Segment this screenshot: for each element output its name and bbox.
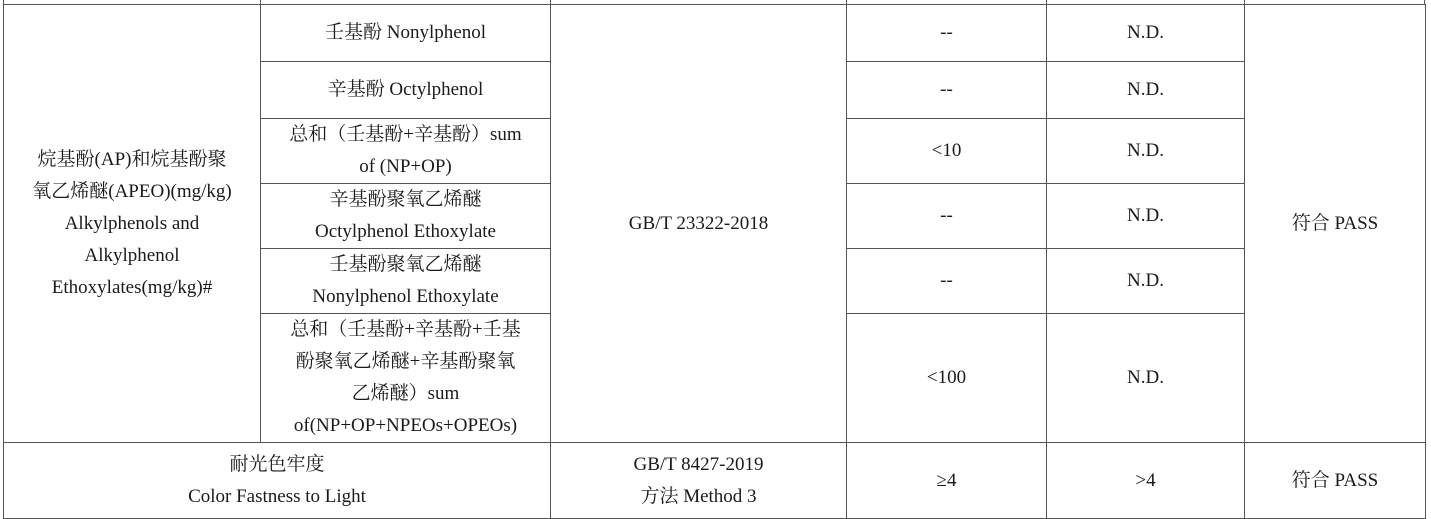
limit-cell [847,119,1047,184]
limit-cell [847,184,1047,249]
apeo-category-cell [4,5,261,443]
table-row [4,443,1426,519]
limit-value: <100 [926,367,967,388]
test-method-label: GB/T 8427-2019 方法 Method 3 [633,453,764,507]
test-item-label: 耐光色牢度 Color Fastness to Light [188,453,366,507]
test-method-label: GB/T 23322-2018 [628,212,769,234]
limit-cell [847,249,1047,314]
limit-value: ≥4 [936,469,957,491]
result-cell [1047,249,1245,314]
apeo-category-label: 烷基酚(AP)和烷基酚聚 氧乙烯醚(APEO)(mg/kg) Alkylphenols and Alkylphenol Ethoxylates(mg/kg)# [32,148,232,298]
limit-value: <10 [931,140,962,161]
limit-cell [847,314,1047,443]
test-item-label: 壬基酚聚氧乙烯醚 Nonylphenol Ethoxylate [312,254,499,307]
result-value: >4 [1135,469,1156,491]
result-cell [1047,184,1245,249]
light-fastness-conclusion-cell [1245,443,1426,519]
result-cell [1047,443,1245,519]
test-item-cell [261,119,551,184]
conclusion-label: 符合 PASS [1291,469,1379,491]
test-item-label: 总和（壬基酚+辛基酚）sum of (NP+OP) [289,124,522,177]
limit-value: -- [940,270,953,291]
result-cell [1047,314,1245,443]
table-row [4,5,1426,62]
limit-value: -- [940,205,953,226]
result-value: N.D. [1127,367,1164,388]
test-item-cell [261,314,551,443]
test-item-label: 壬基酚 Nonylphenol [325,22,486,43]
result-value: N.D. [1127,140,1164,161]
result-value: N.D. [1127,270,1164,291]
apeo-conclusion-cell [1245,5,1426,443]
apeo-method-cell [551,5,847,443]
limit-cell [847,443,1047,519]
light-fastness-item-cell [4,443,551,519]
limit-cell [847,5,1047,62]
test-item-cell [261,62,551,119]
test-results-table [3,4,1426,519]
test-item-label: 辛基酚 Octylphenol [327,79,484,100]
result-value: N.D. [1127,205,1164,226]
result-cell [1047,5,1245,62]
light-fastness-method-cell [551,443,847,519]
result-value: N.D. [1127,22,1164,43]
result-cell [1047,119,1245,184]
limit-value: -- [940,79,953,100]
limit-cell [847,62,1047,119]
limit-value: -- [940,22,953,43]
result-cell [1047,62,1245,119]
test-item-cell [261,5,551,62]
test-item-cell [261,184,551,249]
test-item-label: 总和（壬基酚+辛基酚+壬基 酚聚氧乙烯醚+辛基酚聚氧 乙烯醚）sum of(NP+OP+NPEOs+OPEOs) [290,319,521,436]
test-item-label: 辛基酚聚氧乙烯醚 Octylphenol Ethoxylate [315,189,496,242]
test-item-cell [261,249,551,314]
result-value: N.D. [1127,79,1164,100]
conclusion-label: 符合 PASS [1291,212,1379,234]
